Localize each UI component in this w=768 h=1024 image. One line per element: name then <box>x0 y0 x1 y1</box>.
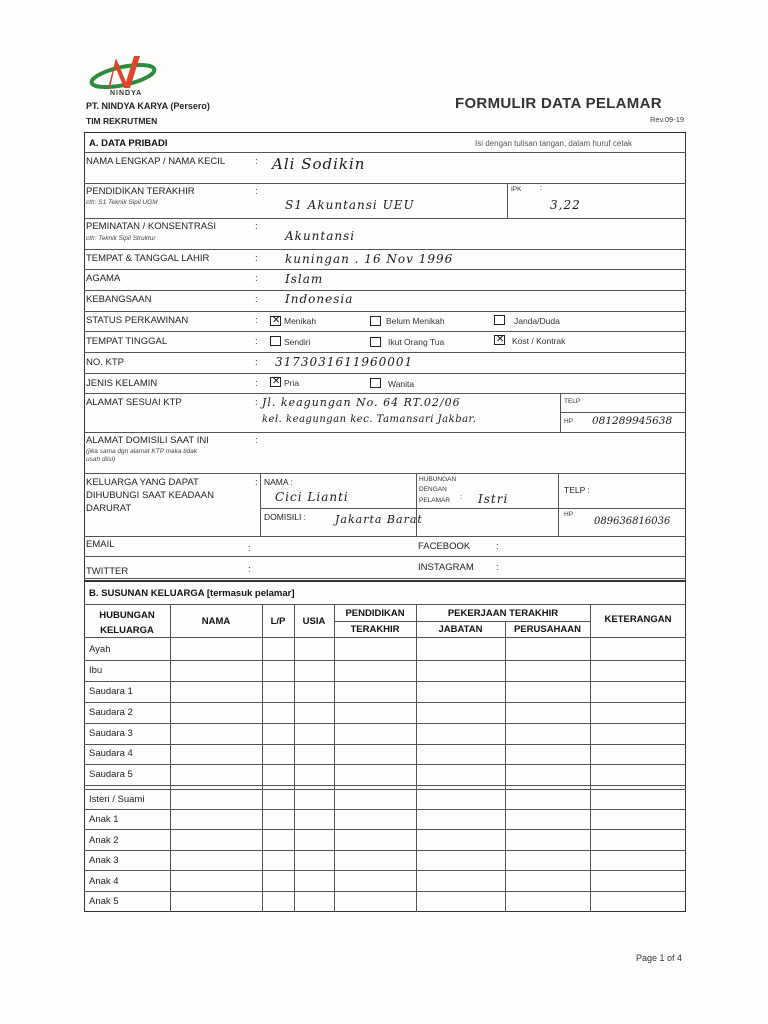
section-a-hint: Isi dengan tulisan tangan, dalam huruf cetak <box>475 139 632 148</box>
agama-value[interactable]: Islam <box>285 272 324 286</box>
status-belum-menikah-checkbox[interactable] <box>370 316 381 326</box>
logo-text: NINDYA <box>110 90 143 97</box>
row-anak-3: Anak 3 <box>89 855 119 866</box>
twitter-label: TWITTER <box>86 566 129 577</box>
hubungan-label-3: PELAMAR <box>419 497 451 504</box>
tinggal-sendiri-label: Sendiri <box>284 337 311 347</box>
company-name: PT. NINDYA KARYA (Persero) <box>86 101 210 111</box>
jk-pria-label: Pria <box>284 378 300 388</box>
th-keterangan: KETERANGAN <box>604 614 672 625</box>
th-hubungan-1: HUBUNGAN <box>99 610 155 621</box>
tinggal-ortu-checkbox[interactable] <box>370 337 381 347</box>
section-a-title: A. DATA PRIBADI <box>89 138 168 149</box>
domisili-label: ALAMAT DOMISILI SAAT INI <box>86 435 209 446</box>
agama-label: AGAMA <box>86 273 121 284</box>
tinggal-kost-checkbox[interactable] <box>494 335 505 345</box>
row-anak-5: Anak 5 <box>89 896 119 907</box>
hp-label: HP <box>564 418 574 425</box>
tinggal-label: TEMPAT TINGGAL <box>86 336 168 347</box>
th-nama: NAMA <box>201 616 231 627</box>
page-number: Page 1 of 4 <box>636 953 683 963</box>
kebangsaan-label: KEBANGSAAN <box>86 294 152 305</box>
darurat-domisili-value[interactable]: Jakarta Barat <box>335 513 423 526</box>
alamat-label: ALAMAT SESUAI KTP <box>86 397 182 408</box>
th-pendidikan-2: TERAKHIR <box>350 624 400 635</box>
nindya-logo-icon <box>88 52 158 94</box>
darurat-nama-label: NAMA : <box>264 477 293 487</box>
th-perusahaan: PERUSAHAAN <box>513 624 582 635</box>
jk-wanita-checkbox[interactable] <box>370 378 381 388</box>
status-janda-duda-label: Janda/Duda <box>514 316 560 326</box>
row-saudara-1: Saudara 1 <box>89 686 133 697</box>
status-menikah-label: Menikah <box>284 316 317 326</box>
status-label: STATUS PERKAWINAN <box>86 315 189 326</box>
status-belum-menikah-label: Belum Menikah <box>386 316 445 326</box>
tinggal-ortu-label: Ikut Orang Tua <box>388 337 445 347</box>
email-label: EMAIL <box>86 539 115 550</box>
ipk-value[interactable]: 3,22 <box>550 198 581 212</box>
darurat-telp-label: TELP : <box>564 485 590 495</box>
revision-label: Rev.09-19 <box>650 115 685 124</box>
nama-value[interactable]: Ali Sodikin <box>272 155 366 173</box>
status-janda-duda-checkbox[interactable] <box>494 315 505 325</box>
th-pendidikan-1: PENDIDIKAN <box>345 608 405 619</box>
row-ibu: Ibu <box>89 665 103 676</box>
ktp-value[interactable]: 3173031611960001 <box>275 355 414 369</box>
hubungan-label-1: HUBUNGAN <box>419 476 457 483</box>
ttl-label: TEMPAT & TANGGAL LAHIR <box>86 253 210 264</box>
hubungan-value[interactable]: Istri <box>478 492 509 506</box>
row-saudara-3: Saudara 3 <box>89 728 133 739</box>
row-saudara-4: Saudara 4 <box>89 748 133 759</box>
alamat-line1[interactable]: Jl. keagungan No. 64 RT.02/06 <box>262 396 461 409</box>
ttl-value[interactable]: kuningan . 16 Nov 1996 <box>285 252 454 266</box>
row-saudara-5: Saudara 5 <box>89 769 133 780</box>
team-name: TIM REKRUTMEN <box>86 116 158 126</box>
pendidikan-value[interactable]: S1 Akuntansi UEU <box>285 198 415 212</box>
hubungan-label-2: DENGAN <box>419 486 447 493</box>
th-hubungan-2: KELUARGA <box>100 625 154 636</box>
nama-label: NAMA LENGKAP / NAMA KECIL <box>86 156 226 167</box>
peminatan-value[interactable]: Akuntansi <box>285 229 356 243</box>
peminatan-label: PEMINATAN / KONSENTRASI <box>86 221 217 232</box>
row-ayah: Ayah <box>89 644 111 655</box>
th-lp: L/P <box>270 616 286 627</box>
form-page: NINDYA PT. NINDYA KARYA (Persero) TIM REKRUTMEN FORMULIR DATA PELAMAR Rev.09-19 A. DATA PRIBADI Isi dengan tulisan tangan, dalam huruf cetak NAMA LENGKAP / NAMA KECIL : Ali Sodikin PENDIDIKAN TERAKHIR cth: S1 Teknik Sipil UGM : S1 Akuntansi UEU IPK : 3,22 PEMINATAN / KONSENTRASI cth: Teknik Sipil Struktur : Akuntansi TEMPAT & TANGGAL LAHIR : kuningan . 16 Nov 1996 AGAMA : Islam KEBANGSAAN : Indonesia STATUS PERKAWINAN : ✕ Menikah Belum Menikah Janda/Duda TEMPAT TINGGAL : Sendiri Ikut Orang Tua ✕ Kost / Kontrak NO. KTP : 3173031611960001 JENIS KELAMIN : ✕ Pria Wanita ALAMAT SESUAI KTP : Jl. keagungan No. 64 RT.02/06 kel. keagungan kec. Tamansari Jakbar. TELP HP 081289945638 ALAMAT DOMISILI SAAT INI (jika sama dgn alamat KTP maka tidak usah diisi) : KELUARGA YANG DAPAT DIHUBUNGI SAAT KEADAAN DARURAT : NAMA : Cici Lianti HUBUNGAN DENGAN PELAMAR : Istri TELP : DOMISILI : Jakarta Barat HP 089636816036 EMAIL : FACEBOOK : TWITTER : INSTAGRAM : B. SUSUNAN KELUARGA [termasuk pelamar] HUBUNGAN KELUARGA NAMA L/P USIA PENDIDIKAN TERAKHIR PEKERJAAN TERAKHIR JABATAN PERUSAHAAN KETERANGAN Ayah Ibu Saudara 1 Saudara 2 Saudara 3 Saudara 4 Saudara 5 Isteri / Suami Anak 1 Anak 2 Anak 3 Anak 4 Anak 5 Page 1 of 4 <box>0 0 768 1024</box>
ipk-label: IPK <box>511 186 522 193</box>
darurat-label-3: DARURAT <box>86 503 132 514</box>
domisili-note1: (jika sama dgn alamat KTP maka tidak <box>86 448 198 455</box>
alamat-line2[interactable]: kel. keagungan kec. Tamansari Jakbar. <box>262 414 477 425</box>
jk-pria-checkbox[interactable] <box>270 377 281 387</box>
kebangsaan-value[interactable]: Indonesia <box>285 292 354 306</box>
domisili-note2: usah diisi) <box>86 456 116 463</box>
darurat-nama-value[interactable]: Cici Lianti <box>275 490 349 504</box>
th-pekerjaan: PEKERJAAN TERAKHIR <box>447 608 559 619</box>
facebook-label: FACEBOOK <box>418 541 471 552</box>
telp-label: TELP <box>564 398 581 405</box>
jk-wanita-label: Wanita <box>388 379 415 389</box>
pendidikan-label: PENDIDIKAN TERAKHIR <box>86 186 195 197</box>
pendidikan-example: cth: S1 Teknik Sipil UGM <box>86 199 158 206</box>
row-anak-1: Anak 1 <box>89 814 119 825</box>
status-menikah-checkbox[interactable] <box>270 316 281 326</box>
darurat-domisili-label: DOMISILI : <box>264 512 307 522</box>
row-anak-2: Anak 2 <box>89 835 119 846</box>
row-saudara-2: Saudara 2 <box>89 707 133 718</box>
ktp-label: NO. KTP <box>86 357 125 368</box>
th-usia: USIA <box>302 616 326 627</box>
darurat-label-1: KELUARGA YANG DAPAT <box>86 477 199 488</box>
th-jabatan: JABATAN <box>438 624 483 635</box>
tinggal-kost-label: Kost / Kontrak <box>512 336 566 346</box>
tinggal-sendiri-checkbox[interactable] <box>270 336 281 346</box>
peminatan-example: cth: Teknik Sipil Struktur <box>86 235 156 242</box>
row-isteri-suami: Isteri / Suami <box>89 794 145 805</box>
darurat-label-2: DIHUBUNGI SAAT KEADAAN <box>86 490 214 501</box>
jk-label: JENIS KELAMIN <box>86 378 158 389</box>
instagram-label: INSTAGRAM <box>418 562 474 573</box>
section-b-title: B. SUSUNAN KELUARGA [termasuk pelamar] <box>89 588 295 599</box>
form-title: FORMULIR DATA PELAMAR <box>455 95 662 112</box>
hp-value[interactable]: 081289945638 <box>592 415 673 427</box>
darurat-hp-value[interactable]: 089636816036 <box>594 516 671 527</box>
row-anak-4: Anak 4 <box>89 876 119 887</box>
darurat-hp-label: HP <box>564 511 574 518</box>
